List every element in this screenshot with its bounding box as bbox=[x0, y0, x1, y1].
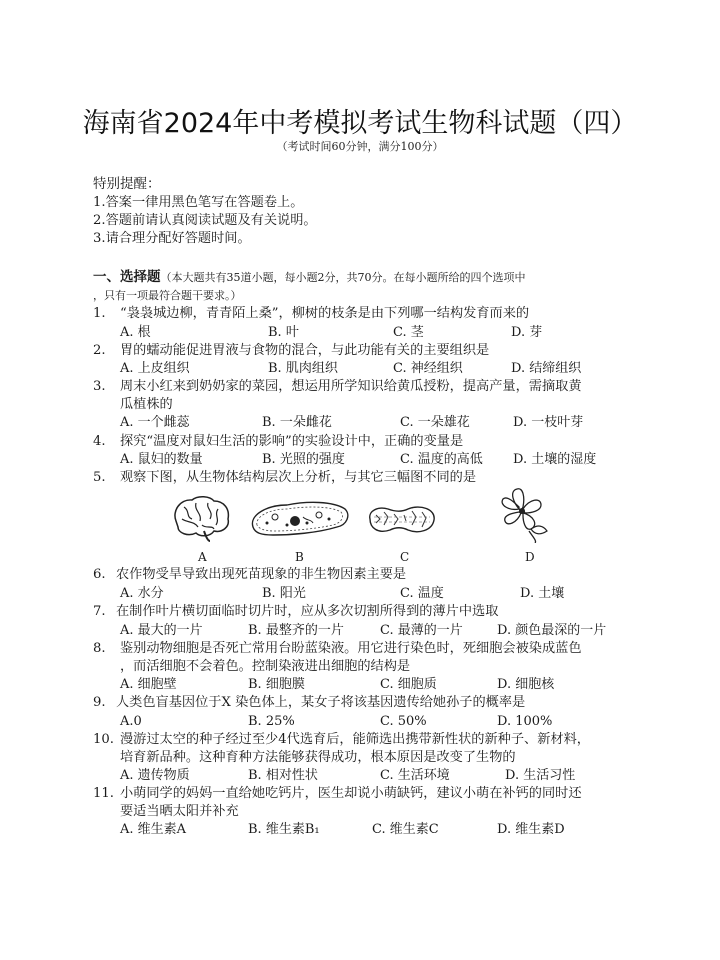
option-c: C. 温度的高低 bbox=[400, 452, 483, 467]
question-text: ，而活细胞不会着色。控制染液进出细胞的结构是 bbox=[120, 659, 411, 674]
option-a: A. 根 bbox=[120, 325, 151, 340]
question-text: 农作物受旱导致出现死苗现象的非生物因素主要是 bbox=[116, 567, 407, 582]
option-d: D. 土壤的湿度 bbox=[513, 452, 597, 467]
question-text: 培育新品种。这种育种方法能够获得成功，根本原因是改变了生物的 bbox=[120, 750, 516, 765]
option-b: B. 一朵雌花 bbox=[262, 415, 332, 430]
option-a: A. 维生素A bbox=[120, 822, 187, 837]
question-text: 在制作叶片横切面临时切片时，应从多次切割所得到的薄片中选取 bbox=[116, 604, 499, 619]
notice-item: 2.答题前请认真阅读试题及有关说明。 bbox=[93, 213, 317, 228]
question-number: 9. bbox=[93, 695, 106, 710]
option-d: D. 结缔组织 bbox=[511, 361, 582, 376]
option-a: A.0 bbox=[120, 714, 142, 729]
option-c: C. 一朵雄花 bbox=[400, 415, 470, 430]
paramecium-icon bbox=[247, 497, 352, 539]
option-d: D. 细胞核 bbox=[497, 677, 555, 692]
option-c: C. 生活环境 bbox=[380, 768, 450, 783]
figure-label-b: B bbox=[295, 550, 304, 564]
question-text: 瓜植株的 bbox=[120, 397, 173, 412]
option-d: D. 芽 bbox=[511, 325, 543, 340]
option-c: C. 温度 bbox=[400, 586, 444, 601]
option-b: B. 肌肉组织 bbox=[268, 361, 338, 376]
section-heading bbox=[93, 268, 526, 287]
option-a: A. 最大的一片 bbox=[120, 623, 203, 638]
option-b: B. 阳光 bbox=[262, 586, 306, 601]
question-number: 11. bbox=[93, 786, 114, 801]
option-c: C. 神经组织 bbox=[393, 361, 463, 376]
option-a: A. 遗传物质 bbox=[120, 768, 190, 783]
notice-item: 3.请合理分配好答题时间。 bbox=[93, 231, 251, 246]
question-text: 鉴别动物细胞是否死亡常用台盼蓝染液。用它进行染色时，死细胞会被染成蓝色 bbox=[120, 641, 582, 656]
question-text: 观察下图，从生物体结构层次上分析，与其它三幅图不同的是 bbox=[120, 470, 477, 485]
flower-icon bbox=[495, 485, 553, 543]
page-title: 海南省2024年中考模拟考试生物科试题（四） bbox=[82, 108, 638, 139]
question-number: 6. bbox=[93, 567, 106, 582]
option-a: A. 水分 bbox=[120, 586, 164, 601]
question-number: 10. bbox=[93, 732, 114, 747]
question-number: 3. bbox=[93, 379, 106, 394]
option-d: D. 一枝叶芽 bbox=[513, 415, 584, 430]
figure-label-d: D bbox=[525, 550, 535, 564]
section-instruction: （本大题共有35道小题，每小题2分，共70分。在每小题所给的四个选项中 bbox=[160, 271, 526, 284]
option-d: D. 生活习性 bbox=[505, 768, 576, 783]
section-label: 一、选择题 bbox=[93, 269, 161, 285]
question-text: 小萌同学的妈妈一直给她吃钙片，医生却说小萌缺钙，建议小萌在补钙的同时还 bbox=[120, 786, 582, 801]
option-b: B. 细胞膜 bbox=[248, 677, 305, 692]
option-b: B. 叶 bbox=[268, 325, 299, 340]
figure-label-c: C bbox=[400, 550, 410, 564]
option-b: B. 25% bbox=[248, 714, 295, 729]
option-a: A. 上皮组织 bbox=[120, 361, 190, 376]
question-number: 7. bbox=[93, 604, 106, 619]
question-text: 漫游过太空的种子经过至少4代选育后，能筛选出携带新性状的新种子、新材料， bbox=[120, 732, 590, 747]
question-number: 8. bbox=[93, 641, 106, 656]
question-number: 1. bbox=[93, 306, 106, 321]
notice-item: 1.答案一律用黑色笔写在答题卷上。 bbox=[93, 195, 304, 210]
question-text: 胃的蠕动能促进胃液与食物的混合，与此功能有关的主要组织是 bbox=[120, 343, 490, 358]
option-d: D. 维生素D bbox=[497, 822, 565, 837]
option-d: D. 土壤 bbox=[520, 586, 565, 601]
figure-label-a: A bbox=[198, 550, 207, 564]
option-b: B. 光照的强度 bbox=[262, 452, 345, 467]
option-d: D. 颜色最深的一片 bbox=[497, 623, 607, 638]
question-number: 4. bbox=[93, 434, 106, 449]
option-a: A. 细胞壁 bbox=[120, 677, 177, 692]
option-b: B. 维生素B₁ bbox=[248, 822, 320, 837]
question-text: 人类色盲基因位于X 染色体上，某女子将该基因遗传给她孙子的概率是 bbox=[116, 695, 526, 710]
option-c: C. 50% bbox=[380, 714, 427, 729]
notice-heading: 特别提醒： bbox=[93, 176, 161, 192]
option-d: D. 100% bbox=[497, 714, 553, 729]
question-text: 周末小红来到奶奶家的菜园，想运用所学知识给黄瓜授粉，提高产量，需摘取黄 bbox=[120, 379, 582, 394]
question-text: 探究“温度对鼠妇生活的影响”的实验设计中，正确的变量是 bbox=[120, 434, 464, 449]
question-text: 要适当晒太阳并补充 bbox=[120, 804, 239, 819]
peanut-icon bbox=[366, 503, 438, 535]
page-subtitle: （考试时间60分钟，满分100分） bbox=[276, 140, 444, 153]
option-c: C. 细胞质 bbox=[380, 677, 437, 692]
option-b: B. 最整齐的一片 bbox=[248, 623, 344, 638]
question-number: 5. bbox=[93, 470, 106, 485]
question-text: “袅袅城边柳，青青陌上桑”，柳树的枝条是由下列哪一结构发育而来的 bbox=[120, 306, 530, 321]
question-number: 2. bbox=[93, 343, 106, 358]
option-c: C. 茎 bbox=[393, 325, 424, 340]
section-instruction-cont: ，只有一项最符合题干要求。） bbox=[93, 289, 242, 302]
brain-icon bbox=[170, 493, 232, 543]
option-c: C. 维生素C bbox=[372, 822, 439, 837]
option-a: A. 鼠妇的数量 bbox=[120, 452, 203, 467]
option-c: C. 最薄的一片 bbox=[380, 623, 463, 638]
option-b: B. 相对性状 bbox=[248, 768, 318, 783]
option-a: A. 一个雌蕊 bbox=[120, 415, 190, 430]
